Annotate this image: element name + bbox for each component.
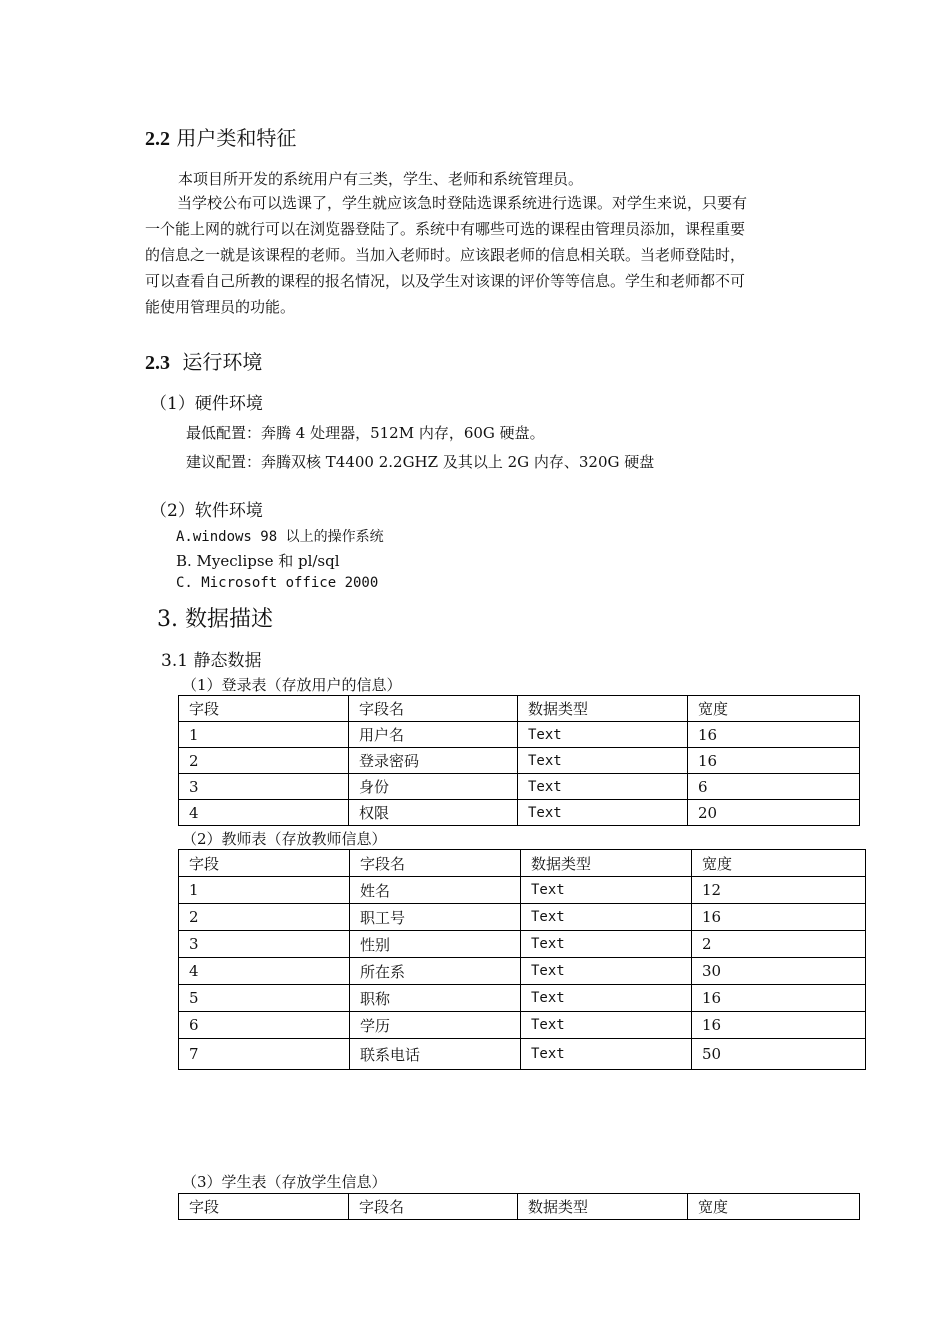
table-cell: 登录密码 <box>349 748 518 774</box>
software-item: B. Myeclipse 和 pl/sql <box>176 552 340 570</box>
table-cell: 50 <box>692 1039 866 1070</box>
table-cell: 2 <box>179 748 349 774</box>
section-2-3-heading <box>145 346 262 375</box>
header-cell: 数据类型 <box>518 696 688 722</box>
table-header-row <box>179 850 866 877</box>
table-cell: 4 <box>179 800 349 826</box>
hardware-heading: （1）硬件环境 <box>150 394 263 414</box>
hardware-min-config: 最低配置：奔腾 4 处理器，512M 内存，60G 硬盘。 <box>186 424 545 442</box>
section-3-heading: 3. 数据描述 <box>157 607 273 632</box>
paragraph-line: 当学校公布可以选课了，学生就应该急时登陆选课系统进行选课。对学生来说，只要有 <box>177 194 748 212</box>
table-cell: Text <box>521 985 692 1012</box>
table-cell: 12 <box>692 877 866 904</box>
table-cell: 2 <box>692 931 866 958</box>
table-cell: 职工号 <box>350 904 521 931</box>
table-cell: 16 <box>692 904 866 931</box>
table-cell: 3 <box>179 931 350 958</box>
software-heading: （2）软件环境 <box>150 501 263 521</box>
table-cell: 所在系 <box>350 958 521 985</box>
header-cell: 字段 <box>179 696 349 722</box>
header-cell: 宽度 <box>688 696 860 722</box>
table-cell: 联系电话 <box>350 1039 521 1070</box>
header-cell: 宽度 <box>692 850 866 877</box>
section-2-2-heading <box>145 122 296 151</box>
table-cell: Text <box>521 1012 692 1039</box>
login-table <box>178 695 860 826</box>
table-row <box>179 958 866 985</box>
table-cell: 1 <box>179 877 350 904</box>
header-cell: 字段名 <box>349 696 518 722</box>
table-row <box>179 904 866 931</box>
table-row <box>179 877 866 904</box>
table-cell: 性别 <box>350 931 521 958</box>
table-row <box>179 800 860 826</box>
table-cell: 身份 <box>349 774 518 800</box>
table-cell: Text <box>518 748 688 774</box>
student-table <box>178 1193 860 1220</box>
teacher-table <box>178 849 866 1070</box>
table-cell: 20 <box>688 800 860 826</box>
table-cell: 2 <box>179 904 350 931</box>
header-cell: 字段名 <box>350 850 521 877</box>
table-cell: Text <box>521 904 692 931</box>
table-row <box>179 931 866 958</box>
table1-caption: （1）登录表（存放用户的信息） <box>182 676 402 694</box>
table-header-row <box>179 696 860 722</box>
table-row <box>179 748 860 774</box>
section-title: 运行环境 <box>182 350 263 374</box>
header-cell: 字段名 <box>349 1194 518 1220</box>
table-row <box>179 1012 866 1039</box>
table-row <box>179 1039 866 1070</box>
table-cell: 30 <box>692 958 866 985</box>
table3-caption: （3）学生表（存放学生信息） <box>182 1173 387 1191</box>
table-cell: 姓名 <box>350 877 521 904</box>
table-cell: Text <box>521 1039 692 1070</box>
table-cell: Text <box>518 774 688 800</box>
paragraph-line: 能使用管理员的功能。 <box>145 298 296 316</box>
table-cell: 用户名 <box>349 722 518 748</box>
header-cell: 字段 <box>179 1194 349 1220</box>
table-row <box>179 985 866 1012</box>
paragraph-line: 可以查看自己所教的课程的报名情况，以及学生对该课的评价等等信息。学生和老师都不可 <box>145 272 746 290</box>
hardware-recommended-config: 建议配置：奔腾双核 T4400 2.2GHZ 及其以上 2G 内存、320G 硬盘 <box>186 453 655 471</box>
header-cell: 宽度 <box>688 1194 860 1220</box>
paragraph-line: 一个能上网的就行可以在浏览器登陆了。系统中有哪些可选的课程由管理员添加，课程重要 <box>145 220 746 238</box>
table-cell: 6 <box>688 774 860 800</box>
table-cell: 权限 <box>349 800 518 826</box>
paragraph-line: 的信息之一就是该课程的老师。当加入老师时。应该跟老师的信息相关联。当老师登陆时， <box>145 246 746 264</box>
table-cell: Text <box>521 877 692 904</box>
table-row <box>179 774 860 800</box>
software-item: C. Microsoft office 2000 <box>176 575 379 591</box>
header-cell: 字段 <box>179 850 350 877</box>
table-cell: Text <box>518 722 688 748</box>
table-cell: 4 <box>179 958 350 985</box>
section-number: 2.2 <box>145 128 170 150</box>
software-item: A.windows 98 以上的操作系统 <box>176 529 384 545</box>
table-cell: Text <box>521 958 692 985</box>
paragraph-user-description <box>145 190 810 320</box>
paragraph-user-types: 本项目所开发的系统用户有三类，学生、老师和系统管理员。 <box>178 170 584 188</box>
table-cell: 学历 <box>350 1012 521 1039</box>
table-cell: 16 <box>688 722 860 748</box>
table-cell: 5 <box>179 985 350 1012</box>
table2-caption: （2）教师表（存放教师信息） <box>182 830 387 848</box>
section-title: 用户类和特征 <box>176 126 297 150</box>
table-row <box>179 722 860 748</box>
header-cell: 数据类型 <box>521 850 692 877</box>
section-3-1-heading: 3.1 静态数据 <box>161 651 262 671</box>
table-cell: 16 <box>692 1012 866 1039</box>
table-cell: 1 <box>179 722 349 748</box>
table-cell: 职称 <box>350 985 521 1012</box>
table-header-row <box>179 1194 860 1220</box>
header-cell: 数据类型 <box>518 1194 688 1220</box>
table-cell: Text <box>521 931 692 958</box>
table-cell: 6 <box>179 1012 350 1039</box>
table-cell: 16 <box>692 985 866 1012</box>
table-cell: 7 <box>179 1039 350 1070</box>
section-number: 2.3 <box>145 352 170 374</box>
table-cell: 16 <box>688 748 860 774</box>
table-cell: Text <box>518 800 688 826</box>
table-cell: 3 <box>179 774 349 800</box>
